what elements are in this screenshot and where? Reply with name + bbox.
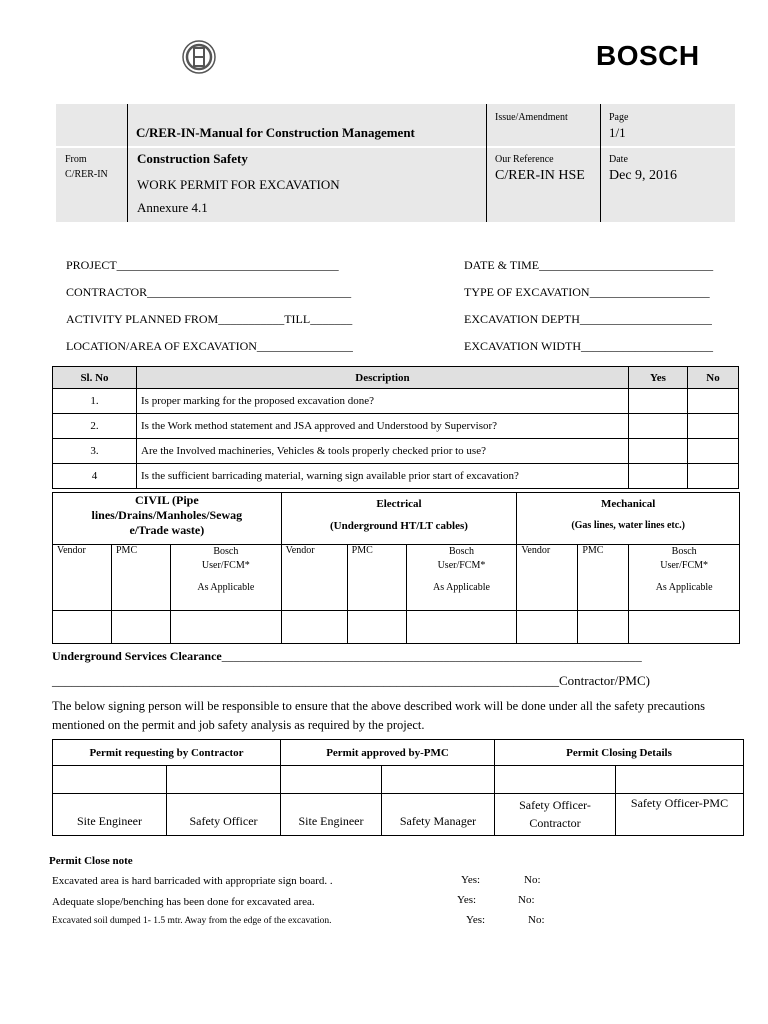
signature-cell[interactable]: [616, 766, 744, 794]
signature-cell[interactable]: [112, 611, 171, 644]
signature-cell[interactable]: [281, 766, 382, 794]
subject-line-1: Construction Safety: [137, 151, 248, 166]
signature-cell[interactable]: [171, 611, 282, 644]
yes-cell[interactable]: [629, 389, 688, 414]
type-of-excavation-field[interactable]: TYPE OF EXCAVATION____________________: [464, 285, 710, 299]
no-cell[interactable]: [688, 439, 739, 464]
signature-cell[interactable]: [281, 611, 347, 644]
signature-cell[interactable]: [382, 766, 495, 794]
close-note-title: Permit Close note: [49, 855, 133, 867]
bosch-label: Bosch User/FCM* As Applicable: [171, 545, 282, 611]
row-number: 1.: [53, 389, 137, 414]
page-value: 1/1: [609, 125, 626, 140]
vendor-label: Vendor: [53, 545, 112, 611]
manual-title: C/RER-IN-Manual for Construction Management: [136, 125, 415, 140]
from-label: From: [65, 154, 87, 165]
pmc-label: PMC: [112, 545, 171, 611]
signature-cell[interactable]: [495, 766, 616, 794]
signature-cell[interactable]: [347, 611, 406, 644]
permit-signature-table: [52, 739, 744, 836]
clearance-signature-line[interactable]: ______________________________________________________________________________Contractor/PMC): [52, 673, 650, 688]
yes-cell[interactable]: [629, 414, 688, 439]
col-yes: Yes: [629, 367, 688, 389]
mechanical-header: Mechanical (Gas lines, water lines etc.): [517, 493, 740, 545]
close-no[interactable]: No:: [524, 874, 541, 886]
role-safety-officer-contractor: Safety Officer-Contractor: [495, 794, 616, 836]
table-row: [53, 439, 739, 464]
issue-label: Issue/Amendment: [495, 112, 568, 123]
close-yes[interactable]: Yes:: [466, 914, 486, 926]
civil-header: CIVIL (Pipe lines/Drains/Manholes/Sewag e/Trade waste): [53, 493, 282, 545]
from-value: C/RER-IN: [65, 169, 108, 180]
bosch-label: Bosch User/FCM* As Applicable: [406, 545, 517, 611]
ref-label: Our Reference: [495, 154, 554, 165]
close-no[interactable]: No:: [528, 914, 545, 926]
bosch-label: Bosch User/FCM* As Applicable: [629, 545, 740, 611]
pmc-label: PMC: [347, 545, 406, 611]
row-description: Is the sufficient barricading material, warning sign available prior start of excavation?: [137, 464, 629, 489]
row-number: 4: [53, 464, 137, 489]
table-row: [53, 414, 739, 439]
yes-cell[interactable]: [629, 464, 688, 489]
close-note-item: Adequate slope/benching has been done for excavated area.: [52, 896, 315, 908]
excavation-width-field[interactable]: EXCAVATION WIDTH______________________: [464, 339, 713, 353]
signature-cell[interactable]: [517, 611, 578, 644]
close-yes[interactable]: Yes:: [457, 894, 477, 906]
signature-cell[interactable]: [167, 766, 281, 794]
role-site-engineer: Site Engineer: [53, 794, 167, 836]
no-cell[interactable]: [688, 389, 739, 414]
location-field[interactable]: LOCATION/AREA OF EXCAVATION________________: [66, 339, 353, 353]
bosch-armature-logo-icon: [182, 40, 216, 74]
responsibility-statement: The below signing person will be responsible to ensure that the above described work will be done under all the safety precautions mentioned on the permit and job safety analysis as required by the project.: [52, 699, 705, 732]
project-field[interactable]: PROJECT_____________________________________: [66, 258, 339, 272]
ref-value: C/RER-IN HSE: [495, 168, 585, 183]
vendor-label: Vendor: [281, 545, 347, 611]
contractor-field[interactable]: CONTRACTOR__________________________________: [66, 285, 352, 299]
date-label: Date: [609, 154, 628, 165]
signature-cell[interactable]: [406, 611, 517, 644]
excavation-depth-field[interactable]: EXCAVATION DEPTH______________________: [464, 312, 712, 326]
yes-cell[interactable]: [629, 439, 688, 464]
brand-logo: BOSCH: [596, 40, 700, 71]
role-safety-officer: Safety Officer: [167, 794, 281, 836]
date-value: Dec 9, 2016: [609, 168, 678, 183]
close-note-item: Excavated area is hard barricaded with appropriate sign board. .: [52, 875, 333, 887]
activity-planned-field[interactable]: ACTIVITY PLANNED FROM___________TILL_______: [66, 312, 353, 326]
permit-approved-header: Permit approved by-PMC: [281, 740, 495, 766]
pmc-label: PMC: [578, 545, 629, 611]
role-safety-officer-pmc: Safety Officer-PMC: [616, 794, 744, 836]
date-time-field[interactable]: DATE & TIME_____________________________: [464, 258, 714, 272]
electrical-header: Electrical (Underground HT/LT cables): [281, 493, 517, 545]
subject-line-2: WORK PERMIT FOR EXCAVATION: [137, 177, 340, 192]
close-yes[interactable]: Yes:: [461, 874, 481, 886]
row-number: 3.: [53, 439, 137, 464]
table-row: [53, 389, 739, 414]
row-description: Are the Involved machineries, Vehicles & tools properly checked prior to use?: [137, 439, 629, 464]
close-no[interactable]: No:: [518, 894, 535, 906]
row-description: Is proper marking for the proposed excavation done?: [137, 389, 629, 414]
signature-cell[interactable]: [53, 766, 167, 794]
signature-cell[interactable]: [53, 611, 112, 644]
table-row: [53, 464, 739, 489]
row-description: Is the Work method statement and JSA approved and Understood by Supervisor?: [137, 414, 629, 439]
page-label: Page: [609, 112, 629, 123]
subject-line-3: Annexure 4.1: [137, 200, 208, 215]
role-site-engineer: Site Engineer: [281, 794, 382, 836]
col-sl-no: Sl. No: [53, 367, 137, 389]
signature-cell[interactable]: [629, 611, 740, 644]
col-description: Description: [137, 367, 629, 389]
close-note-item: Excavated soil dumped 1- 1.5 mtr. Away from the edge of the excavation.: [52, 916, 332, 926]
services-clearance-table: [52, 492, 740, 644]
no-cell[interactable]: [688, 464, 739, 489]
vendor-label: Vendor: [517, 545, 578, 611]
clearance-label: Underground Services Clearance______________________________________________________________________: [52, 649, 642, 663]
role-safety-manager: Safety Manager: [382, 794, 495, 836]
no-cell[interactable]: [688, 414, 739, 439]
checklist-table: [52, 366, 739, 489]
permit-requesting-header: Permit requesting by Contractor: [53, 740, 281, 766]
row-number: 2.: [53, 414, 137, 439]
permit-closing-header: Permit Closing Details: [495, 740, 744, 766]
signature-cell[interactable]: [578, 611, 629, 644]
col-no: No: [688, 367, 739, 389]
